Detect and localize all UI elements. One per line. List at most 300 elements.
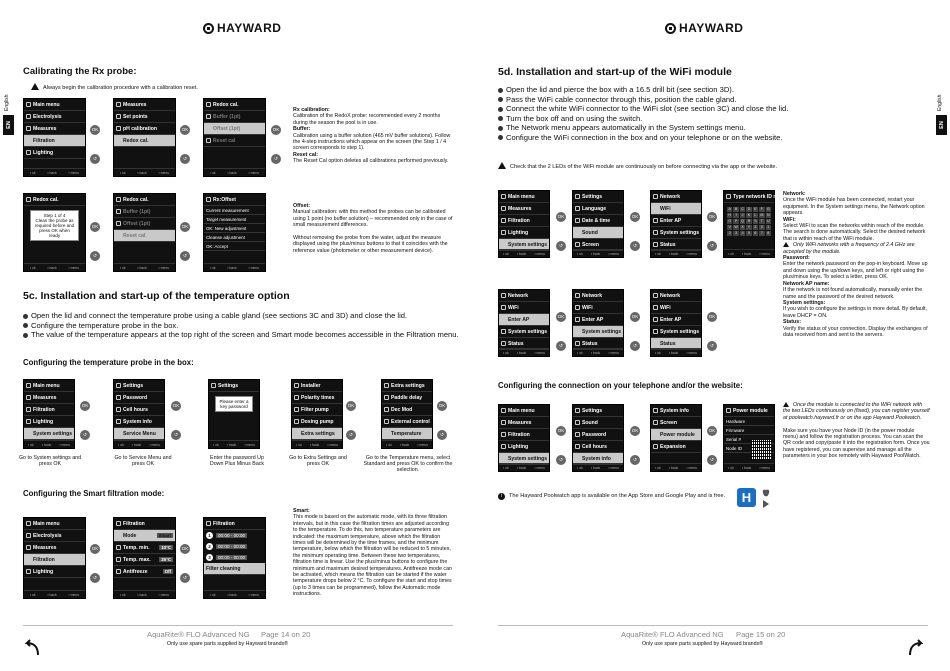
screen-title: Measures xyxy=(114,99,175,111)
device-screen xyxy=(113,193,176,272)
footer-product: AquaRite® FLO Advanced NG xyxy=(621,630,724,639)
menu-item-icon xyxy=(206,138,211,143)
screen-menu-item[interactable]: WiFi xyxy=(499,302,549,314)
screen-menu-item[interactable]: Service Menu xyxy=(114,428,164,440)
poolwatch-app-icon: H xyxy=(737,488,756,507)
screen-title: Redox cal. xyxy=(114,194,175,206)
menu-item-icon xyxy=(501,420,506,425)
screen-title: Network xyxy=(499,290,549,302)
screen-title: Network xyxy=(573,290,623,302)
screen-menu-item[interactable]: System info xyxy=(114,416,164,428)
menu-item-icon xyxy=(575,305,580,310)
menu-item-icon xyxy=(206,126,211,131)
back-button[interactable]: ↺ xyxy=(707,341,717,351)
device-buttons xyxy=(630,212,640,270)
menu-item-icon xyxy=(26,126,31,131)
on-screen-keyboard[interactable]: A B C D E F G H I J K L M N O P Q R S T U V W X Y Z 0 1 2 3 4 5 6 7 8 xyxy=(728,207,770,235)
menu-item-icon xyxy=(653,293,658,298)
screen-menu-item[interactable]: Status xyxy=(499,338,549,350)
screen-menu-item[interactable]: Cell hours xyxy=(114,404,164,416)
screen-info-line: Cleanse adjustment xyxy=(204,233,265,242)
screen-title: Network xyxy=(651,191,701,203)
menu-item-icon xyxy=(653,194,658,199)
back-button[interactable]: ↺ xyxy=(346,430,356,440)
screen-popup: Step 1 of 4 Clean the probe as required before and press OK when ready xyxy=(30,210,79,241)
info-icon: i xyxy=(498,493,505,500)
screen-menu-item[interactable]: WiFi xyxy=(651,203,701,215)
screen-softkey-bar: ▪ ok ▪ back ▪ menu xyxy=(499,348,549,356)
wifi-bullet: Pass the WiFi cable connector through this, position the cable gland. xyxy=(498,95,918,105)
screen-menu-item[interactable]: WiFi xyxy=(651,302,701,314)
screen-menu-item[interactable]: Electrolysis xyxy=(24,111,85,123)
screen-menu-item[interactable]: Set points xyxy=(114,111,175,123)
screen-title: Filtration xyxy=(204,518,265,530)
screen-menu-item[interactable]: Enter AP xyxy=(651,215,701,227)
menu-item-icon xyxy=(206,114,211,119)
menu-item-icon xyxy=(116,431,121,436)
screen-menu-item[interactable]: Filtration xyxy=(24,554,85,566)
menu-item-icon xyxy=(653,230,658,235)
screen-menu-item[interactable]: Status xyxy=(651,239,701,251)
menu-item-icon xyxy=(653,206,658,211)
screen-menu-item[interactable]: Enter AP xyxy=(573,314,623,326)
menu-item-icon xyxy=(116,138,121,143)
screen-menu-item[interactable]: Electrolysis xyxy=(24,530,85,542)
interval-number: 1 xyxy=(206,532,213,539)
back-button[interactable]: ↺ xyxy=(556,455,566,465)
menu-item-icon xyxy=(211,383,216,388)
screen-menu-item[interactable]: Reset cal xyxy=(114,230,175,242)
screen-menu-item[interactable]: Screen xyxy=(573,239,623,251)
screen-menu-item[interactable]: Lighting xyxy=(499,227,549,239)
screen-menu-item[interactable]: Temp. max. 25°C xyxy=(114,554,175,566)
ok-button[interactable]: OK xyxy=(556,312,566,322)
screen-menu-item[interactable]: Language xyxy=(573,203,623,215)
screen-menu-item[interactable]: Temperature xyxy=(382,428,432,440)
menu-item-icon xyxy=(294,419,299,424)
step-caption: Go to the Temperature menu, select Standard and press OK to confirm the selection. xyxy=(363,455,453,474)
back-button[interactable]: ↺ xyxy=(630,455,640,465)
screen-menu-item[interactable]: System settings xyxy=(651,227,701,239)
screen-menu-item[interactable]: Screen xyxy=(651,417,701,429)
device-screen xyxy=(23,98,86,177)
screen-menu-item[interactable]: Measures xyxy=(24,542,85,554)
menu-item-icon xyxy=(501,329,506,334)
device-screen xyxy=(203,517,266,599)
menu-item-icon xyxy=(206,521,211,526)
menu-item-icon xyxy=(501,317,506,322)
screen-menu-item[interactable]: Status xyxy=(651,338,701,350)
menu-item-icon xyxy=(653,432,658,437)
screen-info-line: Target measurement xyxy=(204,215,265,224)
screen-softkey-bar: ▪ ok ▪ back ▪ menu xyxy=(204,590,265,598)
back-button[interactable]: ↺ xyxy=(180,573,190,583)
back-button[interactable]: ↺ xyxy=(171,430,181,440)
screen-menu-item[interactable]: System settings xyxy=(24,428,74,440)
screen-menu-item[interactable]: Sound xyxy=(573,417,623,429)
menu-item-icon xyxy=(294,431,299,436)
screen-info-line: OK: Accept xyxy=(204,242,265,251)
screen-softkey-bar: ▪ ok ▪ back ▪ menu xyxy=(724,249,774,257)
next-page-arrow-icon[interactable] xyxy=(908,639,925,656)
filtration-interval[interactable] xyxy=(204,541,265,552)
menu-item-icon xyxy=(26,431,31,436)
hayward-logo-icon xyxy=(665,23,676,34)
back-button[interactable]: ↺ xyxy=(707,455,717,465)
ok-button[interactable]: OK xyxy=(630,212,640,222)
step-caption: Enter the password Up Down Plus Minus Back xyxy=(209,455,265,468)
screen-softkey-bar: ▪ ok ▪ back ▪ menu xyxy=(114,168,175,176)
ok-button[interactable]: OK xyxy=(90,125,100,135)
menu-item-icon xyxy=(501,242,506,247)
menu-item-icon xyxy=(26,383,31,388)
screen-menu-item[interactable]: Expansion xyxy=(651,441,701,453)
ok-button[interactable]: OK xyxy=(630,426,640,436)
device-screen xyxy=(723,190,787,258)
screen-title: Type network ID name xyxy=(724,191,774,203)
footer-divider xyxy=(23,625,453,626)
screen-title: System info xyxy=(651,405,701,417)
screen-menu-item[interactable]: Filter cleaning xyxy=(204,563,265,575)
menu-item-icon xyxy=(653,305,658,310)
menu-item-icon xyxy=(575,218,580,223)
screen-menu-item[interactable]: Filtration xyxy=(499,215,549,227)
menu-item-icon xyxy=(26,557,31,562)
step-caption: Go to Service Menu and press OK xyxy=(114,455,172,468)
device-screen xyxy=(650,190,702,258)
menu-item-icon xyxy=(294,407,299,412)
back-button[interactable]: ↺ xyxy=(90,154,100,164)
screen-softkey-bar: ▪ ok ▪ back ▪ menu xyxy=(292,440,342,448)
screen-menu-item[interactable]: Lighting xyxy=(24,416,74,428)
back-button[interactable]: ↺ xyxy=(180,154,190,164)
screen-menu-item[interactable]: Lighting xyxy=(24,566,85,578)
back-button[interactable]: ↺ xyxy=(271,154,281,164)
menu-item-icon xyxy=(575,408,580,413)
temperature-config-title: Configuring the temperature probe in the box: xyxy=(23,358,194,367)
menu-item-icon xyxy=(726,408,731,413)
screen-menu-item[interactable]: Mode Smart xyxy=(114,530,175,542)
screen-title: Installer xyxy=(292,380,342,392)
screen-menu-item[interactable]: Sound xyxy=(573,227,623,239)
language-label: English xyxy=(937,94,943,111)
screen-title: Settings xyxy=(573,191,623,203)
screen-menu-item[interactable]: WiFi xyxy=(573,302,623,314)
screen-title: Redox cal. xyxy=(24,194,85,206)
device-screen xyxy=(572,289,624,357)
temperature-section-title: 5c. Installation and start-up of the temperature option xyxy=(23,290,290,302)
ok-button[interactable]: OK xyxy=(556,212,566,222)
screen-menu-item[interactable]: Filter pump xyxy=(292,404,342,416)
back-button[interactable]: ↺ xyxy=(437,430,447,440)
menu-item-icon xyxy=(206,197,211,202)
ok-button[interactable]: OK xyxy=(556,426,566,436)
menu-item-icon xyxy=(116,197,121,202)
ok-button[interactable]: OK xyxy=(180,544,190,554)
menu-item-icon xyxy=(384,419,389,424)
menu-item-icon xyxy=(26,114,31,119)
screen-title: Main menu xyxy=(499,405,549,417)
back-button[interactable]: ↺ xyxy=(90,251,100,261)
screen-title: Power module xyxy=(724,405,774,417)
device-buttons xyxy=(556,212,566,270)
registration-notes: Once the module is connected to the WiFi network with the two LEDs continuously on (fixed), you can register yourself at poolwatch.hayward.fr or on the app Hayward Poolwatch. Make sure you have your Node ID (in the power module menu) and follow the registration process. You can scan the QR code and copy/paste it into the registration form. Once you have registered, you can supervise and manage all the parameters in your box remotely with Hayward PoolWatch. xyxy=(783,402,930,460)
back-button[interactable]: ↺ xyxy=(707,241,717,251)
screen-menu-item[interactable]: Filtration xyxy=(24,135,85,147)
ok-button[interactable]: OK xyxy=(437,401,447,411)
device-buttons xyxy=(707,312,717,370)
menu-item-icon xyxy=(575,317,580,322)
screen-menu-item[interactable]: Antifreeze Off xyxy=(114,566,175,578)
screen-menu-item[interactable]: Measures xyxy=(499,417,549,429)
menu-item-icon xyxy=(26,545,31,550)
menu-item-icon xyxy=(501,218,506,223)
ok-button[interactable]: OK xyxy=(90,222,100,232)
qr-code xyxy=(751,440,771,460)
menu-item-icon xyxy=(575,242,580,247)
menu-item-icon xyxy=(116,521,121,526)
screen-softkey-bar: ▪ ok ▪ back ▪ menu xyxy=(114,590,175,598)
temperature-bullet: Configure the temperature probe in the box. xyxy=(23,321,463,331)
menu-item-icon xyxy=(501,305,506,310)
screen-menu-item[interactable]: Buffer (1pt) xyxy=(114,206,175,218)
rx-warning: Always begin the calibration procedure with a calibration reset. xyxy=(31,83,198,91)
menu-item-icon xyxy=(384,431,389,436)
footer-spare-parts: Only use spare parts supplied by Hayward brands® xyxy=(642,641,764,647)
back-button[interactable]: ↺ xyxy=(556,341,566,351)
screen-menu-item[interactable]: Paddle delay xyxy=(382,392,432,404)
ok-button[interactable]: OK xyxy=(271,125,281,135)
screen-softkey-bar: ▪ ok ▪ back ▪ menu xyxy=(573,249,623,257)
screen-title: Settings xyxy=(114,380,164,392)
screen-menu-item[interactable]: Temp. min. 10°C xyxy=(114,542,175,554)
menu-item-icon xyxy=(116,395,121,400)
rx-calibration-title: Calibrating the Rx probe: xyxy=(23,66,137,77)
menu-item-icon xyxy=(726,194,731,199)
wifi-bullet: Configure the WiFi connection in the box and on your telephone or on the website. xyxy=(498,133,918,143)
screen-menu-item[interactable]: Password xyxy=(114,392,164,404)
screen-menu-item[interactable]: System settings xyxy=(499,239,549,251)
menu-item-icon xyxy=(501,206,506,211)
ok-button[interactable]: OK xyxy=(90,544,100,554)
menu-item-icon xyxy=(116,407,121,412)
menu-item-icon xyxy=(501,293,506,298)
device-buttons xyxy=(180,125,190,183)
menu-item-icon xyxy=(501,432,506,437)
menu-item-icon xyxy=(116,221,121,226)
back-button[interactable]: ↺ xyxy=(90,573,100,583)
device-screen xyxy=(23,517,86,599)
device-screen xyxy=(203,193,266,272)
screen-title: Network xyxy=(651,290,701,302)
screen-softkey-bar: ▪ ok ▪ back ▪ menu xyxy=(724,463,774,471)
offset-notes: Offset: Manual calibration: with this method the probes can be calibrated using 1 point (no buffer solution) – recommended only in the case of small measurement differences. Without removing the probe from the water, adjust the measure displayed using the plus/minus buttons to that it coincides with the reference value (photometer or other measurement device). xyxy=(293,203,453,254)
menu-item-icon xyxy=(26,407,31,412)
ok-button[interactable]: OK xyxy=(180,222,190,232)
menu-item-icon xyxy=(575,444,580,449)
screen-title: Main menu xyxy=(499,191,549,203)
menu-item-icon xyxy=(653,317,658,322)
setting-value: 10°C xyxy=(161,545,171,550)
screen-softkey-bar: ▪ ok ▪ back ▪ menu xyxy=(382,440,432,448)
setting-value: 25°C xyxy=(161,557,171,562)
warning-icon xyxy=(498,162,506,169)
screen-menu-item[interactable]: Enter AP xyxy=(499,314,549,326)
menu-item-icon xyxy=(26,569,31,574)
screen-menu-item[interactable]: External control xyxy=(382,416,432,428)
back-button[interactable]: ↺ xyxy=(556,241,566,251)
back-button[interactable]: ↺ xyxy=(80,430,90,440)
menu-item-icon xyxy=(384,383,389,388)
warning-icon xyxy=(783,402,789,407)
device-screen xyxy=(113,379,165,449)
temperature-bullets xyxy=(23,311,463,340)
ok-button[interactable]: OK xyxy=(346,401,356,411)
menu-item-icon xyxy=(294,395,299,400)
screen-menu-item[interactable]: Filtration xyxy=(499,429,549,441)
previous-page-arrow-icon[interactable] xyxy=(23,639,40,656)
screen-menu-item[interactable]: Lighting xyxy=(24,147,85,159)
ok-button[interactable]: OK xyxy=(630,312,640,322)
screen-menu-item[interactable]: Reset cal xyxy=(204,135,265,147)
device-buttons xyxy=(180,544,190,602)
device-buttons xyxy=(630,312,640,370)
screen-title: Redox cal. xyxy=(204,99,265,111)
device-screen xyxy=(381,379,433,449)
screen-menu-item[interactable]: Dec Mod xyxy=(382,404,432,416)
screen-softkey-bar: ▪ ok ▪ back ▪ menu xyxy=(204,263,265,271)
menu-item-icon xyxy=(384,407,389,412)
interval-time: 00:00 - 00:00 xyxy=(218,533,246,538)
screen-softkey-bar: ▪ ok ▪ back ▪ menu xyxy=(24,168,85,176)
menu-item-icon xyxy=(26,197,31,202)
device-screen xyxy=(572,404,624,472)
menu-item-icon xyxy=(653,444,658,449)
screen-menu-item[interactable]: Measures xyxy=(499,203,549,215)
screen-menu-item[interactable]: Measures xyxy=(24,123,85,135)
step-caption: Go to Extra Settings and press OK xyxy=(289,455,347,468)
menu-item-icon xyxy=(26,395,31,400)
filtration-interval[interactable] xyxy=(204,552,265,563)
back-button[interactable]: ↺ xyxy=(630,241,640,251)
screen-softkey-bar: ▪ ok ▪ back ▪ menu xyxy=(573,348,623,356)
ok-button[interactable]: OK xyxy=(171,401,181,411)
ok-button[interactable]: OK xyxy=(707,426,717,436)
screen-title: Filtration xyxy=(114,518,175,530)
menu-item-icon xyxy=(26,138,31,143)
screen-menu-item[interactable]: Password xyxy=(573,429,623,441)
screen-menu-item[interactable]: Dosing pump xyxy=(292,416,342,428)
menu-item-icon xyxy=(575,432,580,437)
device-screen xyxy=(203,98,266,177)
menu-item-icon xyxy=(501,408,506,413)
device-buttons xyxy=(180,222,190,280)
device-buttons xyxy=(556,426,566,484)
wifi-bullet: Connect the white WiFi connector to the WiFi slot (see section 3C) and close the lid. xyxy=(498,104,918,114)
screen-softkey-bar: ▪ ok ▪ back ▪ menu xyxy=(114,263,175,271)
wifi-bullet: Turn the box off and on using the switch. xyxy=(498,114,918,124)
ok-button[interactable]: OK xyxy=(707,312,717,322)
screen-menu-item[interactable]: System settings xyxy=(499,326,549,338)
menu-item-icon xyxy=(26,521,31,526)
back-button[interactable]: ↺ xyxy=(630,341,640,351)
filtration-interval[interactable] xyxy=(204,530,265,541)
device-screen xyxy=(650,404,702,472)
temperature-bullet: Open the lid and connect the temperature probe using a cable gland (see sections 3C and 3D) and close the lid. xyxy=(23,311,463,321)
screen-menu-item[interactable]: Polarity times xyxy=(292,392,342,404)
ok-button[interactable]: OK xyxy=(180,125,190,135)
device-buttons xyxy=(707,426,717,484)
screen-title: Main menu xyxy=(24,99,85,111)
ok-button[interactable]: OK xyxy=(80,401,90,411)
screen-menu-item[interactable]: System settings xyxy=(651,326,701,338)
device-buttons xyxy=(90,125,100,183)
menu-item-icon xyxy=(26,533,31,538)
device-buttons xyxy=(346,401,356,459)
menu-item-icon xyxy=(575,206,580,211)
ok-button[interactable]: OK xyxy=(707,212,717,222)
menu-item-icon xyxy=(501,341,506,346)
screen-menu-item[interactable]: Cell hours xyxy=(573,441,623,453)
screen-menu-item[interactable]: System settings xyxy=(573,326,623,338)
screen-menu-item[interactable]: Offset (1pt) xyxy=(114,218,175,230)
wifi-bullets xyxy=(498,85,918,143)
language-code-tab: EN xyxy=(936,115,947,135)
wifi-bullet: The Network menu appears automatically in the System settings menu. xyxy=(498,123,918,133)
screen-menu-item[interactable]: Offset (1pt) xyxy=(204,123,265,135)
screen-softkey-bar: ▪ ok ▪ back ▪ menu xyxy=(24,440,74,448)
step-caption: Go to System settings and press OK xyxy=(18,455,82,468)
rx-calibration-notes: Rx calibration: Calibration of the RedoX probe: recommended every 2 months during the season the pool is in use. Buffer: Calibration using a buffer solution (465 mV buffer solutions). Follow the 4-step instructions which appear on the screen (the Step 1 / 4 screen corresponds to step 1). Reset cal: The Reset Cal option deletes all calibrations performed previously. xyxy=(293,107,451,165)
screen-menu-item[interactable]: System info xyxy=(573,453,623,465)
language-label: English xyxy=(4,94,10,111)
menu-item-icon xyxy=(116,233,121,238)
menu-item-icon xyxy=(501,194,506,199)
screen-title: Settings xyxy=(573,405,623,417)
menu-item-icon xyxy=(116,533,121,538)
device-screen xyxy=(650,289,702,357)
interval-number: 2 xyxy=(206,543,213,550)
screen-menu-item[interactable]: Lighting xyxy=(499,441,549,453)
screen-info-line: Serial # xyxy=(724,435,774,444)
back-button[interactable]: ↺ xyxy=(180,251,190,261)
footer-page-number: Page 14 on 20 xyxy=(261,630,311,639)
screen-menu-item[interactable]: System settings xyxy=(499,453,549,465)
language-code-tab: EN xyxy=(3,115,14,135)
screen-title: Rx:Offset xyxy=(204,194,265,206)
screen-menu-item[interactable]: Date & time xyxy=(573,215,623,227)
interval-time: 00:00 - 00:00 xyxy=(218,544,246,549)
menu-item-icon xyxy=(116,569,121,574)
warning-icon xyxy=(31,83,39,90)
screen-menu-item[interactable]: Power module xyxy=(651,429,701,441)
screen-softkey-bar: ▪ ok ▪ back ▪ menu xyxy=(24,590,85,598)
screen-menu-item[interactable]: Filtration xyxy=(24,404,74,416)
smart-filtration-title: Configuring the Smart filtration mode: xyxy=(23,489,165,498)
screen-menu-item[interactable]: Buffer (1pt) xyxy=(204,111,265,123)
screen-menu-item[interactable]: pH calibration xyxy=(114,123,175,135)
screen-menu-item[interactable]: Enter AP xyxy=(651,314,701,326)
menu-item-icon xyxy=(653,420,658,425)
screen-menu-item[interactable]: Extra settings xyxy=(292,428,342,440)
menu-item-icon xyxy=(116,545,121,550)
interval-number: 3 xyxy=(206,554,213,561)
screen-menu-item[interactable]: Redox cal. xyxy=(114,135,175,147)
screen-menu-item[interactable]: Status xyxy=(573,338,623,350)
menu-item-icon xyxy=(575,230,580,235)
screen-menu-item[interactable]: Measures xyxy=(24,392,74,404)
menu-item-icon xyxy=(116,209,121,214)
